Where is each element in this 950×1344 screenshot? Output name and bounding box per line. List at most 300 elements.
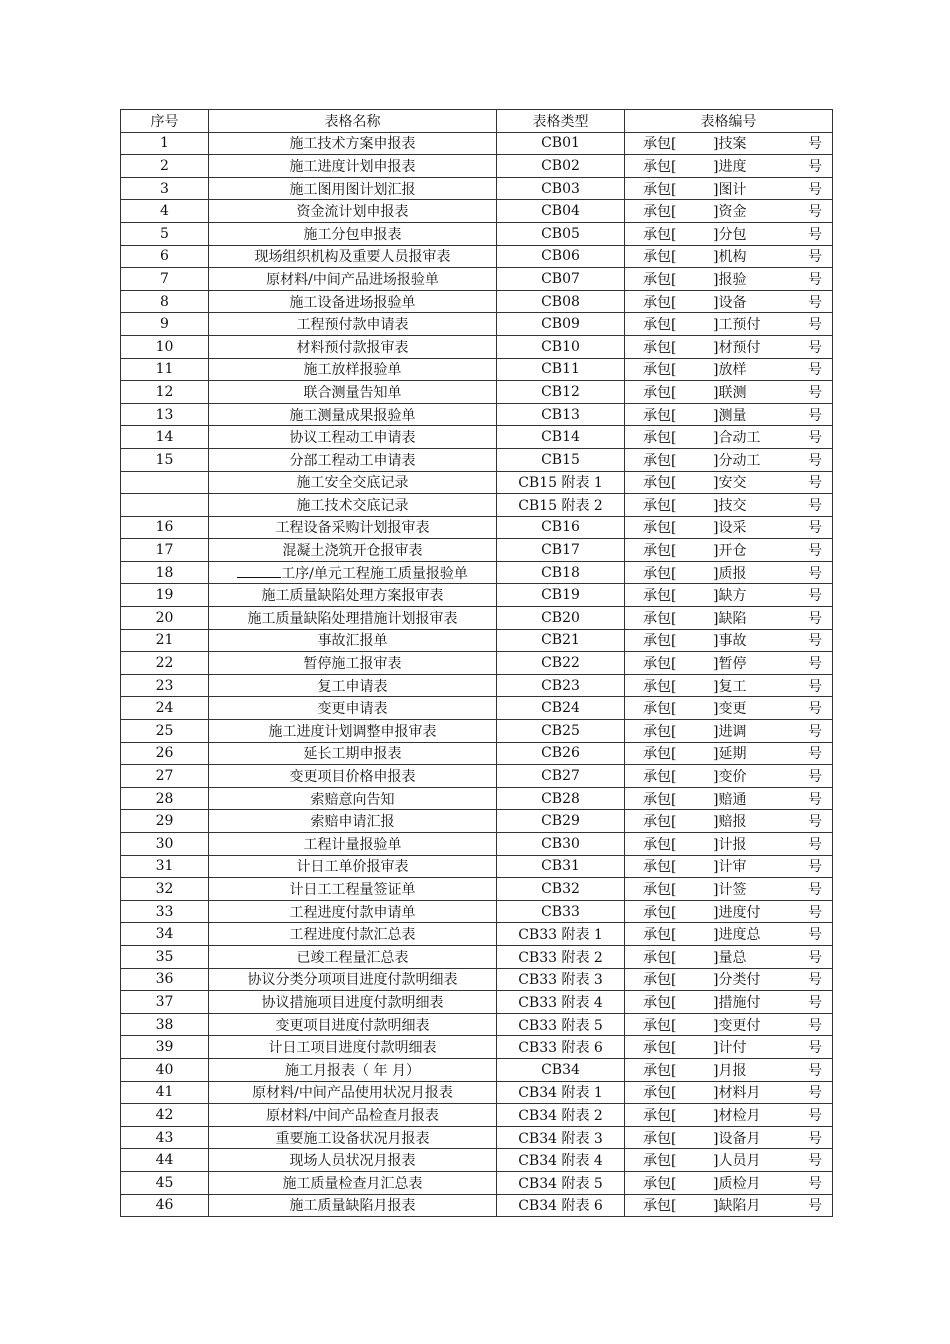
form-code-wrap <box>625 946 832 968</box>
form-name: 施工质量检查月汇总表 <box>209 1171 497 1194</box>
code-abbrev: ]联测 <box>713 384 747 401</box>
code-abbrev: ]质报 <box>713 565 747 582</box>
code-prefix: 承包[ <box>643 1153 677 1170</box>
form-code-wrap <box>625 607 832 629</box>
form-code <box>625 584 833 607</box>
code-suffix: 号 <box>808 384 822 401</box>
form-name: 施工图用图计划汇报 <box>209 177 497 200</box>
code-prefix: 承包[ <box>643 994 677 1011</box>
form-code <box>625 1058 833 1081</box>
table-row <box>121 652 833 675</box>
table-row <box>121 516 833 539</box>
code-abbrev: ]人员月 <box>713 1153 761 1170</box>
form-code <box>625 900 833 923</box>
code-prefix: 承包[ <box>643 475 677 492</box>
code-abbrev: ]缺陷 <box>713 610 747 627</box>
code-abbrev: ]进调 <box>713 723 747 740</box>
code-abbrev: ]质检月 <box>713 1175 761 1192</box>
table-row <box>121 968 833 991</box>
code-prefix: 承包[ <box>643 633 677 650</box>
form-code-wrap <box>625 1127 832 1149</box>
table-row <box>121 1126 833 1149</box>
code-suffix: 号 <box>808 1062 822 1079</box>
code-abbrev: ]缺陷月 <box>713 1198 761 1215</box>
form-type: CB15 附表 1 <box>497 471 625 494</box>
table-row <box>121 155 833 178</box>
code-prefix: 承包[ <box>643 1175 677 1192</box>
table-row <box>121 177 833 200</box>
form-type: CB34 附表 1 <box>497 1081 625 1104</box>
row-number: 18 <box>121 561 209 584</box>
form-code <box>625 1126 833 1149</box>
form-code <box>625 787 833 810</box>
row-number: 26 <box>121 742 209 765</box>
table-row <box>121 991 833 1014</box>
form-code <box>625 765 833 788</box>
form-type: CB07 <box>497 268 625 291</box>
form-code-wrap <box>625 743 832 765</box>
form-name: 施工技术交底记录 <box>209 494 497 517</box>
form-type: CB20 <box>497 607 625 630</box>
form-code <box>625 539 833 562</box>
form-index-table <box>120 109 833 1217</box>
form-name: 协议工程动工申请表 <box>209 426 497 449</box>
code-prefix: 承包[ <box>643 543 677 560</box>
row-number: 13 <box>121 403 209 426</box>
form-name: 变更申请表 <box>209 697 497 720</box>
form-type: CB01 <box>497 132 625 155</box>
code-suffix: 号 <box>808 520 822 537</box>
form-name: 资金流计划申报表 <box>209 200 497 223</box>
row-number: 31 <box>121 855 209 878</box>
table-row <box>121 833 833 856</box>
table-row <box>121 1058 833 1081</box>
code-suffix: 号 <box>808 859 822 876</box>
form-name: 施工质量缺陷月报表 <box>209 1194 497 1217</box>
row-number: 9 <box>121 313 209 336</box>
table-row <box>121 1013 833 1036</box>
code-prefix: 承包[ <box>643 136 677 153</box>
row-number: 3 <box>121 177 209 200</box>
code-suffix: 号 <box>808 271 822 288</box>
row-number: 14 <box>121 426 209 449</box>
code-suffix: 号 <box>808 452 822 469</box>
form-code-wrap <box>625 291 832 313</box>
code-prefix: 承包[ <box>643 656 677 673</box>
row-number: 45 <box>121 1171 209 1194</box>
code-suffix: 号 <box>808 1085 822 1102</box>
form-name: 变更项目价格申报表 <box>209 765 497 788</box>
form-type: CB12 <box>497 381 625 404</box>
table-row <box>121 697 833 720</box>
form-code-wrap <box>625 1082 832 1104</box>
form-code-wrap <box>625 336 832 358</box>
row-number: 11 <box>121 358 209 381</box>
form-type: CB04 <box>497 200 625 223</box>
form-code <box>625 674 833 697</box>
code-prefix: 承包[ <box>643 520 677 537</box>
form-code <box>625 991 833 1014</box>
form-type: CB31 <box>497 855 625 878</box>
row-number: 25 <box>121 720 209 743</box>
row-number: 4 <box>121 200 209 223</box>
form-code <box>625 968 833 991</box>
table-row <box>121 290 833 313</box>
row-number <box>121 471 209 494</box>
form-code <box>625 381 833 404</box>
form-code-wrap <box>625 133 832 155</box>
form-name: 施工质量缺陷处理方案报审表 <box>209 584 497 607</box>
form-code-wrap <box>625 810 832 832</box>
form-code-wrap <box>625 652 832 674</box>
form-type: CB28 <box>497 787 625 810</box>
form-name: 协议措施项目进度付款明细表 <box>209 991 497 1014</box>
table-row <box>121 200 833 223</box>
header-type: 表格类型 <box>497 110 625 133</box>
row-number: 21 <box>121 629 209 652</box>
form-type: CB11 <box>497 358 625 381</box>
form-name: 工程计量报验单 <box>209 833 497 856</box>
form-code <box>625 1081 833 1104</box>
code-prefix: 承包[ <box>643 1198 677 1215</box>
form-code <box>625 335 833 358</box>
table-header-row <box>121 110 833 133</box>
table-row <box>121 855 833 878</box>
form-code <box>625 313 833 336</box>
code-abbrev: ]计签 <box>713 881 747 898</box>
table-row <box>121 607 833 630</box>
code-abbrev: ]赔通 <box>713 791 747 808</box>
form-name: 工程设备采购计划报审表 <box>209 516 497 539</box>
code-abbrev: ]资金 <box>713 204 747 221</box>
code-suffix: 号 <box>808 588 822 605</box>
form-name: 计日工单价报审表 <box>209 855 497 878</box>
row-number: 24 <box>121 697 209 720</box>
code-prefix: 承包[ <box>643 949 677 966</box>
row-number: 46 <box>121 1194 209 1217</box>
code-prefix: 承包[ <box>643 836 677 853</box>
form-name <box>209 561 497 584</box>
form-code-wrap <box>625 720 832 742</box>
form-code <box>625 268 833 291</box>
row-number: 43 <box>121 1126 209 1149</box>
code-suffix: 号 <box>808 407 822 424</box>
table-row <box>121 787 833 810</box>
code-prefix: 承包[ <box>643 204 677 221</box>
code-suffix: 号 <box>808 610 822 627</box>
form-code-wrap <box>625 901 832 923</box>
code-abbrev: ]进度 <box>713 158 747 175</box>
code-prefix: 承包[ <box>643 294 677 311</box>
row-number: 16 <box>121 516 209 539</box>
table-row <box>121 471 833 494</box>
table-row <box>121 629 833 652</box>
table-row <box>121 403 833 426</box>
form-code <box>625 200 833 223</box>
code-suffix: 号 <box>808 633 822 650</box>
form-type: CB22 <box>497 652 625 675</box>
code-suffix: 号 <box>808 362 822 379</box>
form-code <box>625 494 833 517</box>
header-name: 表格名称 <box>209 110 497 133</box>
code-abbrev: ]开仓 <box>713 543 747 560</box>
form-code-wrap <box>625 878 832 900</box>
form-type: CB34 附表 2 <box>497 1104 625 1127</box>
form-name: 施工安全交底记录 <box>209 471 497 494</box>
form-code-wrap <box>625 1014 832 1036</box>
form-type: CB34 附表 5 <box>497 1171 625 1194</box>
row-number: 15 <box>121 448 209 471</box>
table-row <box>121 335 833 358</box>
form-code <box>625 1036 833 1059</box>
form-code <box>625 629 833 652</box>
form-type: CB06 <box>497 245 625 268</box>
code-abbrev: ]赔报 <box>713 814 747 831</box>
row-number: 36 <box>121 968 209 991</box>
code-suffix: 号 <box>808 791 822 808</box>
code-prefix: 承包[ <box>643 384 677 401</box>
form-name: 暂停施工报审表 <box>209 652 497 675</box>
form-code-wrap <box>625 697 832 719</box>
code-suffix: 号 <box>808 1107 822 1124</box>
code-suffix: 号 <box>808 1130 822 1147</box>
row-number: 1 <box>121 132 209 155</box>
code-prefix: 承包[ <box>643 1085 677 1102</box>
code-abbrev: ]设备 <box>713 294 747 311</box>
code-suffix: 号 <box>808 1017 822 1034</box>
row-number: 42 <box>121 1104 209 1127</box>
code-suffix: 号 <box>808 430 822 447</box>
code-prefix: 承包[ <box>643 791 677 808</box>
table-row <box>121 742 833 765</box>
code-prefix: 承包[ <box>643 407 677 424</box>
form-code <box>625 132 833 155</box>
code-abbrev: ]分类付 <box>713 972 761 989</box>
code-suffix: 号 <box>808 475 822 492</box>
form-name: 已竣工程量汇总表 <box>209 945 497 968</box>
code-suffix: 号 <box>808 836 822 853</box>
form-code <box>625 448 833 471</box>
code-abbrev: ]进度付 <box>713 904 761 921</box>
code-abbrev: ]合动工 <box>713 430 761 447</box>
form-name: 施工测量成果报验单 <box>209 403 497 426</box>
form-code-wrap <box>625 630 832 652</box>
table-row <box>121 448 833 471</box>
form-name: 变更项目进度付款明细表 <box>209 1013 497 1036</box>
form-code-wrap <box>625 1059 832 1081</box>
row-number: 32 <box>121 878 209 901</box>
form-code-wrap <box>625 517 832 539</box>
code-suffix: 号 <box>808 181 822 198</box>
code-abbrev: ]暂停 <box>713 656 747 673</box>
code-suffix: 号 <box>808 994 822 1011</box>
form-name: 工程预付款申请表 <box>209 313 497 336</box>
code-suffix: 号 <box>808 949 822 966</box>
code-abbrev: ]分包 <box>713 226 747 243</box>
code-suffix: 号 <box>808 249 822 266</box>
row-number: 20 <box>121 607 209 630</box>
header-code: 表格编号 <box>625 110 833 133</box>
code-prefix: 承包[ <box>643 430 677 447</box>
form-name: 施工进度计划申报表 <box>209 155 497 178</box>
form-name: 延长工期申报表 <box>209 742 497 765</box>
row-number: 10 <box>121 335 209 358</box>
form-code <box>625 1171 833 1194</box>
table-row <box>121 810 833 833</box>
code-suffix: 号 <box>808 565 822 582</box>
form-name: 工程进度付款申请单 <box>209 900 497 923</box>
code-suffix: 号 <box>808 497 822 514</box>
table-row <box>121 1036 833 1059</box>
code-suffix: 号 <box>808 204 822 221</box>
code-prefix: 承包[ <box>643 271 677 288</box>
form-name: 原材料/中间产品进场报验单 <box>209 268 497 291</box>
row-number: 37 <box>121 991 209 1014</box>
table-row <box>121 1104 833 1127</box>
row-number: 38 <box>121 1013 209 1036</box>
code-prefix: 承包[ <box>643 1017 677 1034</box>
form-code-wrap <box>625 426 832 448</box>
form-type: CB09 <box>497 313 625 336</box>
code-suffix: 号 <box>808 339 822 356</box>
code-suffix: 号 <box>808 1175 822 1192</box>
code-abbrev: ]计审 <box>713 859 747 876</box>
code-suffix: 号 <box>808 972 822 989</box>
code-suffix: 号 <box>808 158 822 175</box>
code-prefix: 承包[ <box>643 769 677 786</box>
table-row <box>121 1171 833 1194</box>
code-prefix: 承包[ <box>643 701 677 718</box>
code-prefix: 承包[ <box>643 362 677 379</box>
form-name: 分部工程动工申请表 <box>209 448 497 471</box>
table-row <box>121 358 833 381</box>
form-code-wrap <box>625 381 832 403</box>
code-suffix: 号 <box>808 723 822 740</box>
form-code-wrap <box>625 1172 832 1194</box>
form-type: CB34 附表 4 <box>497 1149 625 1172</box>
form-type: CB33 <box>497 900 625 923</box>
row-number: 7 <box>121 268 209 291</box>
code-suffix: 号 <box>808 678 822 695</box>
form-name: 索赔意向告知 <box>209 787 497 810</box>
code-suffix: 号 <box>808 746 822 763</box>
form-type: CB30 <box>497 833 625 856</box>
table-row <box>121 584 833 607</box>
form-name: 索赔申请汇报 <box>209 810 497 833</box>
form-type: CB05 <box>497 222 625 245</box>
table-row <box>121 765 833 788</box>
form-name: 原材料/中间产品检查月报表 <box>209 1104 497 1127</box>
form-name: 施工技术方案申报表 <box>209 132 497 155</box>
row-number: 41 <box>121 1081 209 1104</box>
form-type: CB32 <box>497 878 625 901</box>
code-abbrev: ]安交 <box>713 475 747 492</box>
form-name: 施工进度计划调整申报审表 <box>209 720 497 743</box>
code-prefix: 承包[ <box>643 158 677 175</box>
form-code-wrap <box>625 969 832 991</box>
form-code <box>625 516 833 539</box>
form-code <box>625 607 833 630</box>
code-prefix: 承包[ <box>643 881 677 898</box>
table-row <box>121 268 833 291</box>
form-code <box>625 426 833 449</box>
form-code <box>625 742 833 765</box>
table-row <box>121 900 833 923</box>
form-code-wrap <box>625 494 832 516</box>
form-code <box>625 1149 833 1172</box>
code-prefix: 承包[ <box>643 1040 677 1057</box>
form-type: CB10 <box>497 335 625 358</box>
table-row <box>121 313 833 336</box>
table-row <box>121 878 833 901</box>
row-number: 5 <box>121 222 209 245</box>
table-row <box>121 945 833 968</box>
code-prefix: 承包[ <box>643 317 677 334</box>
form-name: 现场组织机构及重要人员报审表 <box>209 245 497 268</box>
code-abbrev: ]设备月 <box>713 1130 761 1147</box>
code-suffix: 号 <box>808 294 822 311</box>
form-name: 复工申请表 <box>209 674 497 697</box>
form-code-wrap <box>625 584 832 606</box>
header-no: 序号 <box>121 110 209 133</box>
form-type: CB33 附表 3 <box>497 968 625 991</box>
row-number: 33 <box>121 900 209 923</box>
code-abbrev: ]放样 <box>713 362 747 379</box>
form-code <box>625 720 833 743</box>
form-code <box>625 1194 833 1217</box>
code-abbrev: ]机构 <box>713 249 747 266</box>
code-abbrev: ]材检月 <box>713 1107 761 1124</box>
form-code-wrap <box>625 991 832 1013</box>
form-code-wrap <box>625 856 832 878</box>
table-row <box>121 674 833 697</box>
form-type: CB24 <box>497 697 625 720</box>
code-suffix: 号 <box>808 543 822 560</box>
code-prefix: 承包[ <box>643 723 677 740</box>
code-suffix: 号 <box>808 656 822 673</box>
form-code <box>625 358 833 381</box>
form-name: 现场人员状况月报表 <box>209 1149 497 1172</box>
form-name: 材料预付款报审表 <box>209 335 497 358</box>
form-code <box>625 1013 833 1036</box>
code-abbrev: ]复工 <box>713 678 747 695</box>
row-number: 22 <box>121 652 209 675</box>
form-code <box>625 923 833 946</box>
code-abbrev: ]报验 <box>713 271 747 288</box>
row-number: 39 <box>121 1036 209 1059</box>
form-code <box>625 471 833 494</box>
form-type: CB33 附表 2 <box>497 945 625 968</box>
code-prefix: 承包[ <box>643 1062 677 1079</box>
form-code-wrap <box>625 833 832 855</box>
code-abbrev: ]材预付 <box>713 339 761 356</box>
form-code-wrap <box>625 313 832 335</box>
form-code <box>625 855 833 878</box>
form-code-wrap <box>625 765 832 787</box>
code-abbrev: ]分动工 <box>713 452 761 469</box>
code-abbrev: ]图计 <box>713 181 747 198</box>
form-code-wrap <box>625 200 832 222</box>
row-number: 23 <box>121 674 209 697</box>
form-code <box>625 652 833 675</box>
code-abbrev: ]措施付 <box>713 994 761 1011</box>
code-prefix: 承包[ <box>643 678 677 695</box>
code-suffix: 号 <box>808 881 822 898</box>
form-type: CB15 <box>497 448 625 471</box>
form-type: CB17 <box>497 539 625 562</box>
form-type: CB25 <box>497 720 625 743</box>
code-suffix: 号 <box>808 226 822 243</box>
